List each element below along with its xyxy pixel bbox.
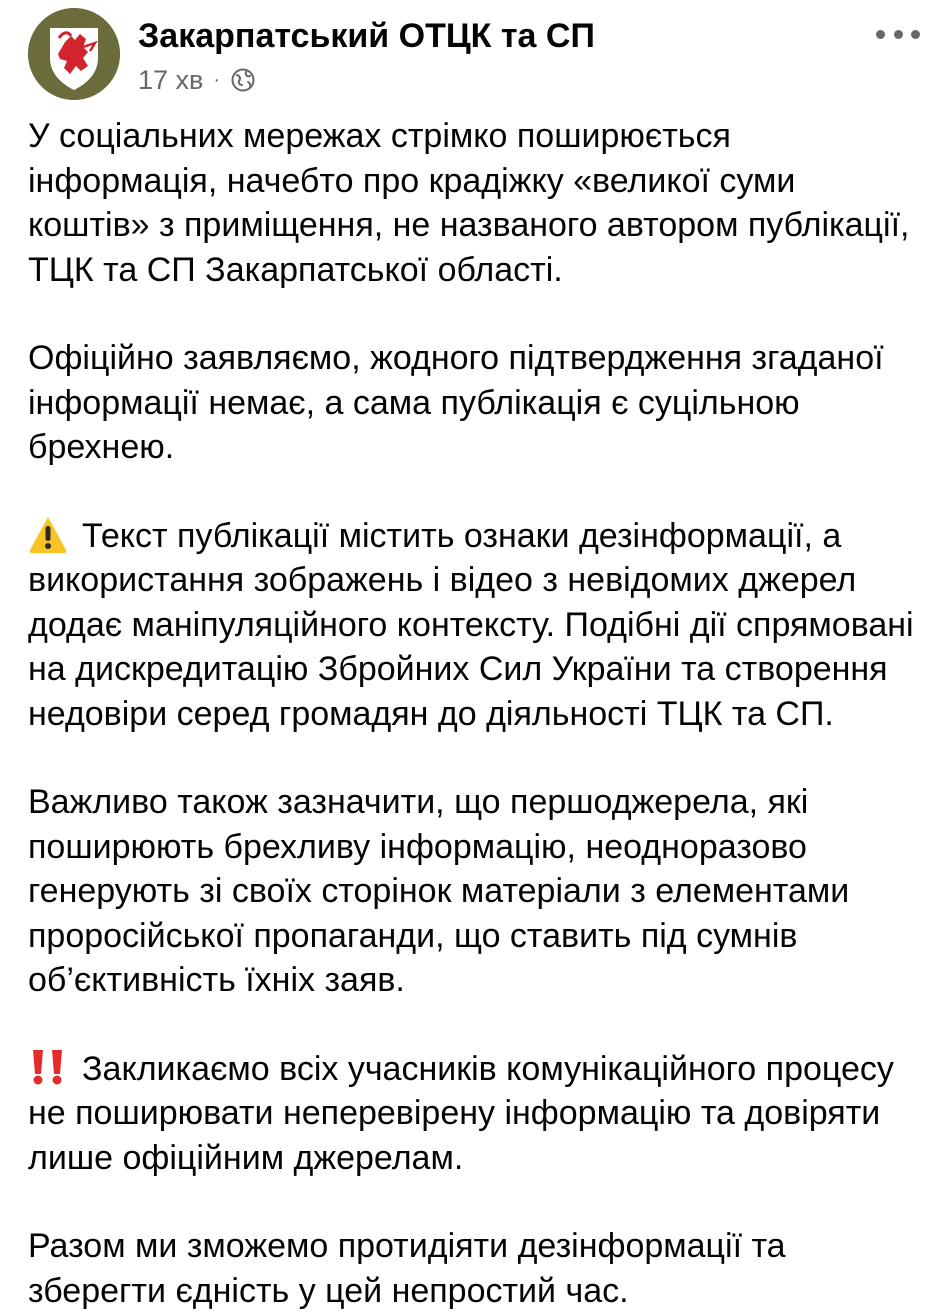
warning-icon (28, 515, 68, 553)
more-dot-icon (894, 30, 903, 39)
paragraph-text: Разом ми зможемо протидіяти дезінформації та зберегти єдність у цей непростий час. (28, 1227, 786, 1310)
post-paragraph (28, 336, 920, 470)
post-time[interactable]: 17 хв (138, 64, 204, 95)
author-name[interactable]: Закарпатський ОТЦК та СП (138, 17, 595, 55)
paragraph-text: У соціальних мережах стрімко поширюється інформація, начебто про крадіжку «великої суми коштів» з приміщення, не названого автором публікації, ТЦК та СП Закарпатської області. (28, 117, 910, 289)
paragraph-text: Закликаємо всіх учасників комунікаційного процесу не поширювати неперевірену інформацію та довіряти лише офіційним джерелам. (28, 1049, 894, 1177)
paragraph-text: Важливо також зазначити, що першоджерела, які поширюють брехливу інформацію, неодноразово генерують зі своїх сторінок матеріали з елементами проросійської пропаганди, що ставить під сумнів об’єктивність їхніх заяв. (28, 783, 850, 999)
more-dot-icon (876, 30, 885, 39)
post-header (28, 8, 920, 100)
globe-icon (230, 67, 256, 93)
paragraph-text: Офіційно заявляємо, жодного підтвердження згаданої інформації немає, а сама публікація є суцільною брехнею. (28, 339, 884, 466)
post-paragraph (28, 1224, 920, 1313)
post-paragraph (28, 514, 920, 737)
post-paragraph (28, 780, 920, 1003)
more-dot-icon (911, 30, 920, 39)
post-paragraph (28, 114, 920, 292)
more-options-button[interactable] (876, 22, 920, 46)
paragraph-text: Текст публікації містить ознаки дезінформації, а використання зображень і відео з невідомих джерел додає маніпуляційного контексту. Подібні дії спрямовані на дискредитацію Збройних Сил України та створення недовіри серед громадян до діяльності ТЦК та СП. (28, 516, 914, 733)
post-meta (138, 62, 256, 98)
double-exclamation-icon (28, 1048, 68, 1086)
post-paragraph (28, 1047, 920, 1181)
page-avatar[interactable] (28, 8, 120, 100)
post-body (28, 114, 920, 1313)
meta-separator: · (213, 68, 221, 91)
emblem-icon (28, 8, 120, 100)
